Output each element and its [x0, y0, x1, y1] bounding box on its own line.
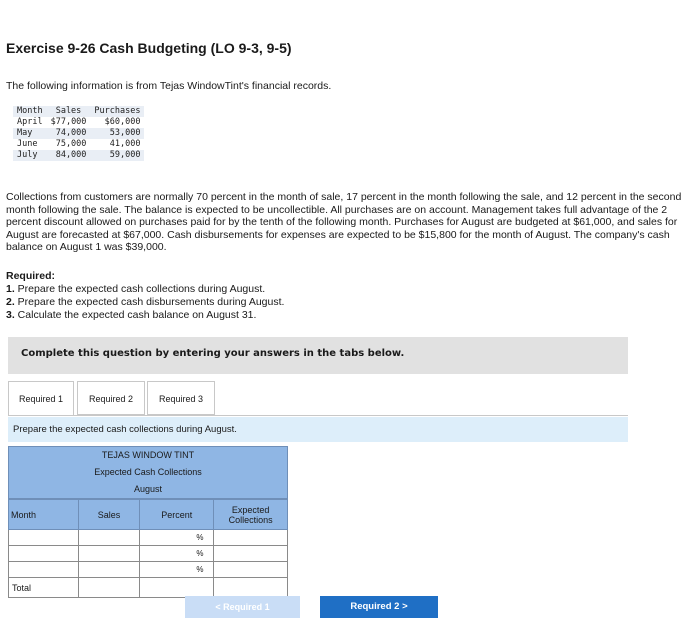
records-header: Sales	[55, 106, 82, 116]
required-item	[6, 296, 284, 309]
records-cell: 53,000	[109, 128, 141, 138]
collections-grid	[8, 499, 288, 598]
records-cell: May	[17, 128, 33, 138]
expected-input[interactable]	[214, 530, 287, 545]
table-row	[9, 546, 288, 562]
records-cell: 84,000	[55, 150, 87, 160]
required-num: 3.	[6, 309, 15, 321]
records-cell: 74,000	[55, 128, 87, 138]
prompt-banner	[8, 417, 628, 442]
records-row	[13, 139, 144, 150]
required-item	[6, 309, 284, 322]
total-empty-cell	[140, 578, 214, 598]
cash-collections-sheet	[8, 446, 288, 598]
sales-input[interactable]	[79, 546, 140, 561]
col-percent-header: Percent	[140, 500, 214, 530]
records-cell: $77,000	[50, 117, 87, 127]
table-row	[9, 562, 288, 578]
sheet-period: August	[133, 484, 163, 494]
required-text: Prepare the expected cash collections during August.	[14, 283, 266, 295]
total-input[interactable]	[214, 578, 287, 597]
tab-required-2[interactable]: Required 2	[77, 381, 145, 415]
percent-cell[interactable]	[140, 546, 214, 562]
month-input-cell[interactable]	[9, 530, 79, 546]
required-num: 1.	[6, 283, 15, 295]
tab-required-3[interactable]: Required 3	[147, 381, 215, 415]
month-input-cell[interactable]	[9, 562, 79, 578]
required-heading: Required:	[6, 270, 56, 282]
required-item	[6, 283, 284, 296]
expected-input[interactable]	[214, 562, 287, 577]
month-input[interactable]	[9, 530, 78, 545]
total-row	[9, 578, 288, 598]
records-cell: 59,000	[109, 150, 141, 160]
sheet-header	[8, 446, 288, 499]
total-label: Total	[9, 578, 79, 598]
percent-symbol: %	[196, 549, 204, 558]
tab-divider	[8, 415, 628, 416]
expected-input[interactable]	[214, 546, 287, 561]
instruction-banner	[8, 337, 628, 374]
problem-paragraph: Collections from customers are normally 70 percent in the month of sale, 17 percent in the month following the sale, and 12 percent in the second month following the sale. The balance is expected to be uncollectible. All purchases are on account. Management takes full advantage of the 2 percent discount allowed on purchases paid for by the tenth of the following month. Purchases for August are budgeted at $61,000, and sales for August are forecasted at $67,000. Cash disbursements for expenses are expected to be $15,800 for the month of August. The company's cash balance on August 1 was $39,000.	[6, 191, 682, 253]
records-cell: July	[17, 150, 38, 160]
records-header-row	[13, 106, 144, 117]
percent-symbol: %	[196, 565, 204, 574]
tab-required-1[interactable]: Required 1	[8, 381, 74, 416]
required-text: Prepare the expected cash disbursements during August.	[14, 296, 285, 308]
next-required-button[interactable]: Required 2 >	[320, 596, 438, 618]
month-input[interactable]	[9, 546, 78, 561]
records-row	[13, 150, 144, 161]
company-name: TEJAS WINDOW TINT	[101, 450, 195, 460]
sales-input[interactable]	[79, 530, 140, 545]
total-input-cell[interactable]	[214, 578, 288, 598]
prev-required-button[interactable]: < Required 1	[185, 596, 300, 618]
total-empty-cell	[78, 578, 140, 598]
records-table	[13, 106, 144, 161]
sales-input[interactable]	[79, 562, 140, 577]
records-cell: 75,000	[55, 139, 87, 149]
records-header: Purchases	[94, 106, 141, 116]
col-month-header: Month	[9, 500, 79, 530]
required-num: 2.	[6, 296, 15, 308]
expected-input-cell[interactable]	[214, 562, 288, 578]
intro-text: The following information is from Tejas WindowTint's financial records.	[6, 80, 332, 92]
prompt-text: Prepare the expected cash collections during August.	[13, 424, 237, 435]
records-cell: June	[17, 139, 38, 149]
sales-input-cell[interactable]	[78, 546, 140, 562]
month-input[interactable]	[9, 562, 78, 577]
records-cell: 41,000	[109, 139, 141, 149]
exercise-title: Exercise 9-26 Cash Budgeting (LO 9-3, 9-5)	[6, 40, 292, 56]
records-row	[13, 128, 144, 139]
sheet-subtitle: Expected Cash Collections	[94, 467, 202, 477]
expected-input-cell[interactable]	[214, 546, 288, 562]
records-cell: April	[17, 117, 43, 127]
col-sales-header: Sales	[78, 500, 140, 530]
records-cell: $60,000	[104, 117, 141, 127]
percent-symbol: %	[196, 533, 204, 542]
records-header: Month	[17, 106, 43, 116]
sales-input-cell[interactable]	[78, 562, 140, 578]
table-row	[9, 530, 288, 546]
required-text: Calculate the expected cash balance on August 31.	[14, 309, 257, 321]
percent-cell[interactable]	[140, 562, 214, 578]
required-section	[6, 270, 284, 322]
expected-input-cell[interactable]	[214, 530, 288, 546]
records-row	[13, 117, 144, 128]
col-expected-header: Expected Collections	[214, 500, 288, 530]
instruction-text: Complete this question by entering your answers in the tabs below.	[21, 348, 405, 359]
grid-header-row	[9, 500, 288, 530]
sales-input-cell[interactable]	[78, 530, 140, 546]
percent-cell[interactable]	[140, 530, 214, 546]
month-input-cell[interactable]	[9, 546, 79, 562]
